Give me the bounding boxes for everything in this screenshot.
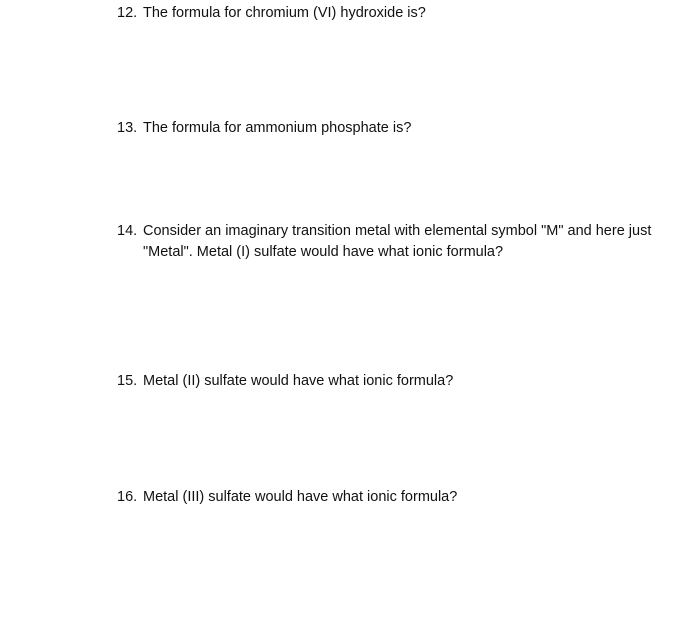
question-number: 13. — [117, 120, 138, 136]
question-number: 16. — [117, 489, 138, 505]
question-text: Consider an imaginary transition metal with elemental symbol "M" and here just "Metal". Metal (I) sulfate would have what ionic formula? — [143, 223, 652, 260]
question-number: 15. — [117, 373, 138, 389]
question-text: Metal (III) sulfate would have what ionic formula? — [143, 489, 458, 505]
question-text: The formula for chromium (VI) hydroxide is? — [143, 5, 426, 21]
question-12 — [117, 3, 687, 24]
question-text: Metal (II) sulfate would have what ionic formula? — [143, 373, 454, 389]
question-14 — [117, 221, 687, 263]
question-15 — [117, 371, 687, 392]
question-16 — [117, 487, 687, 508]
question-text: The formula for ammonium phosphate is? — [143, 120, 412, 136]
question-13 — [117, 118, 687, 139]
question-number: 14. — [117, 223, 138, 239]
question-number: 12. — [117, 5, 138, 21]
